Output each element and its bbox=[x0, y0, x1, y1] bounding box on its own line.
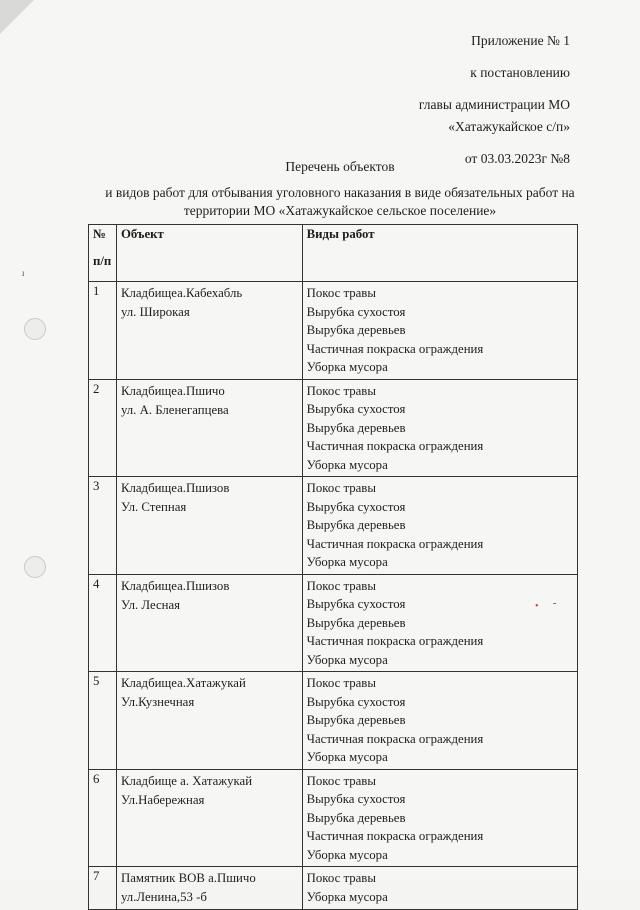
appendix-label: Приложение № 1 bbox=[471, 33, 570, 48]
head-line: главы администрации МО bbox=[418, 97, 570, 112]
works-cell bbox=[302, 672, 577, 770]
work-item: Уборка мусора bbox=[306, 360, 388, 374]
work-item: Частичная покраска ограждения bbox=[306, 341, 484, 356]
work-item: Вырубка деревьев bbox=[306, 615, 406, 630]
work-item: Вырубка сухостоя bbox=[306, 402, 406, 416]
works-cell bbox=[302, 282, 577, 380]
row-number: 4 bbox=[89, 574, 117, 672]
object-cell bbox=[116, 574, 302, 672]
row-number: 1 bbox=[89, 282, 117, 380]
object-line: Кладбищеа.Пшизов bbox=[120, 578, 230, 593]
object-cell bbox=[116, 672, 302, 770]
object-line: Кладбище а. Хатажукай bbox=[120, 773, 253, 788]
subtitle-line: территории МО «Хатажукайское сельское поселение» bbox=[183, 203, 497, 218]
works-cell bbox=[302, 477, 577, 575]
subtitle-line: и видов работ для отбывания уголовного наказания в виде обязательных работ на bbox=[105, 185, 575, 200]
object-line: Кладбищеа.Хатажукай bbox=[120, 676, 246, 690]
object-line: Ул.Набережная bbox=[120, 792, 205, 807]
table-header-row bbox=[89, 225, 578, 282]
document-title: Перечень объектов bbox=[285, 159, 395, 174]
table-body bbox=[89, 282, 578, 910]
work-item: Частичная покраска ограждения bbox=[306, 536, 484, 551]
column-header-object: Объект bbox=[116, 225, 302, 282]
row-number: 6 bbox=[89, 769, 117, 867]
work-item: Покос травы bbox=[306, 773, 376, 788]
table-row bbox=[89, 379, 578, 477]
row-number: 2 bbox=[89, 379, 117, 477]
object-cell bbox=[116, 867, 302, 910]
object-line: Ул.Кузнечная bbox=[120, 695, 195, 709]
work-item: Покос травы bbox=[306, 286, 376, 300]
date-number: от 03.03.2023г №8 bbox=[464, 151, 570, 166]
work-item: Частичная покраска ограждения bbox=[306, 634, 484, 648]
row-number: 5 bbox=[89, 672, 117, 770]
scan-artifact: • bbox=[535, 601, 539, 612]
table-row bbox=[89, 282, 578, 380]
table-row bbox=[89, 672, 578, 770]
work-item: Покос травы bbox=[306, 481, 376, 495]
scan-artifact: - bbox=[553, 598, 557, 609]
object-line: ул.Ленина,53 -б bbox=[120, 890, 207, 904]
works-cell bbox=[302, 574, 577, 672]
page-corner-fold bbox=[0, 0, 34, 34]
object-line: Памятник ВОВ а.Пшичо bbox=[120, 871, 256, 885]
work-item: Вырубка сухостоя bbox=[306, 499, 406, 514]
work-item: Вырубка деревьев bbox=[306, 420, 406, 435]
object-line: ул. А. Бленегапцева bbox=[120, 402, 229, 417]
object-line: Кладбищеа.Пшизов bbox=[120, 481, 230, 495]
work-item: Уборка мусора bbox=[306, 750, 388, 764]
work-item: Уборка мусора bbox=[306, 889, 388, 904]
object-cell bbox=[116, 477, 302, 575]
document-header bbox=[419, 30, 570, 170]
object-line: Ул. Степная bbox=[120, 500, 187, 514]
table-row bbox=[89, 574, 578, 672]
column-header-works: Виды работ bbox=[302, 225, 577, 282]
table-row bbox=[89, 477, 578, 575]
object-line: Кладбищеа.Пшичо bbox=[120, 383, 225, 398]
object-cell bbox=[116, 282, 302, 380]
table-row bbox=[89, 867, 578, 910]
punch-hole bbox=[24, 318, 46, 340]
document-subtitle bbox=[60, 184, 620, 220]
works-cell bbox=[302, 379, 577, 477]
work-item: Вырубка деревьев bbox=[306, 518, 406, 532]
works-table bbox=[88, 224, 578, 910]
work-item: Вырубка сухостоя bbox=[306, 597, 406, 611]
object-line: Кладбищеа.Кабехабль bbox=[120, 286, 243, 300]
column-header-number: № п/п bbox=[89, 225, 117, 282]
work-item: Вырубка сухостоя bbox=[306, 792, 406, 806]
work-item: Покос травы bbox=[306, 676, 376, 690]
work-item: Покос травы bbox=[306, 871, 376, 885]
works-cell bbox=[302, 867, 577, 910]
work-item: Уборка мусора bbox=[306, 555, 388, 569]
work-item: Уборка мусора bbox=[306, 847, 388, 862]
work-item: Вырубка деревьев bbox=[306, 810, 406, 825]
work-item: Покос травы bbox=[306, 383, 376, 398]
object-line: ул. Широкая bbox=[120, 305, 190, 319]
work-item: Частичная покраска ограждения bbox=[306, 731, 484, 746]
table-row bbox=[89, 769, 578, 867]
work-item: Вырубка деревьев bbox=[306, 713, 406, 727]
work-item: Частичная покраска ограждения bbox=[306, 439, 484, 453]
punch-hole bbox=[24, 556, 46, 578]
object-cell bbox=[116, 379, 302, 477]
work-item: Покос травы bbox=[306, 578, 376, 593]
row-number: 7 bbox=[89, 867, 117, 910]
work-item: Вырубка деревьев bbox=[306, 323, 406, 337]
work-item: Вырубка сухостоя bbox=[306, 694, 406, 709]
settlement-name: «Хатажукайское с/п» bbox=[448, 119, 570, 134]
object-line: Ул. Лесная bbox=[120, 597, 181, 612]
work-item: Вырубка сухостоя bbox=[306, 304, 406, 319]
works-cell bbox=[302, 769, 577, 867]
work-item: Частичная покраска ограждения bbox=[306, 829, 484, 843]
resolution-label: к постановлению bbox=[470, 65, 570, 80]
row-number: 3 bbox=[89, 477, 117, 575]
work-item: Уборка мусора bbox=[306, 652, 388, 667]
object-cell bbox=[116, 769, 302, 867]
scan-artifact: ı bbox=[22, 268, 25, 278]
work-item: Уборка мусора bbox=[306, 457, 388, 472]
